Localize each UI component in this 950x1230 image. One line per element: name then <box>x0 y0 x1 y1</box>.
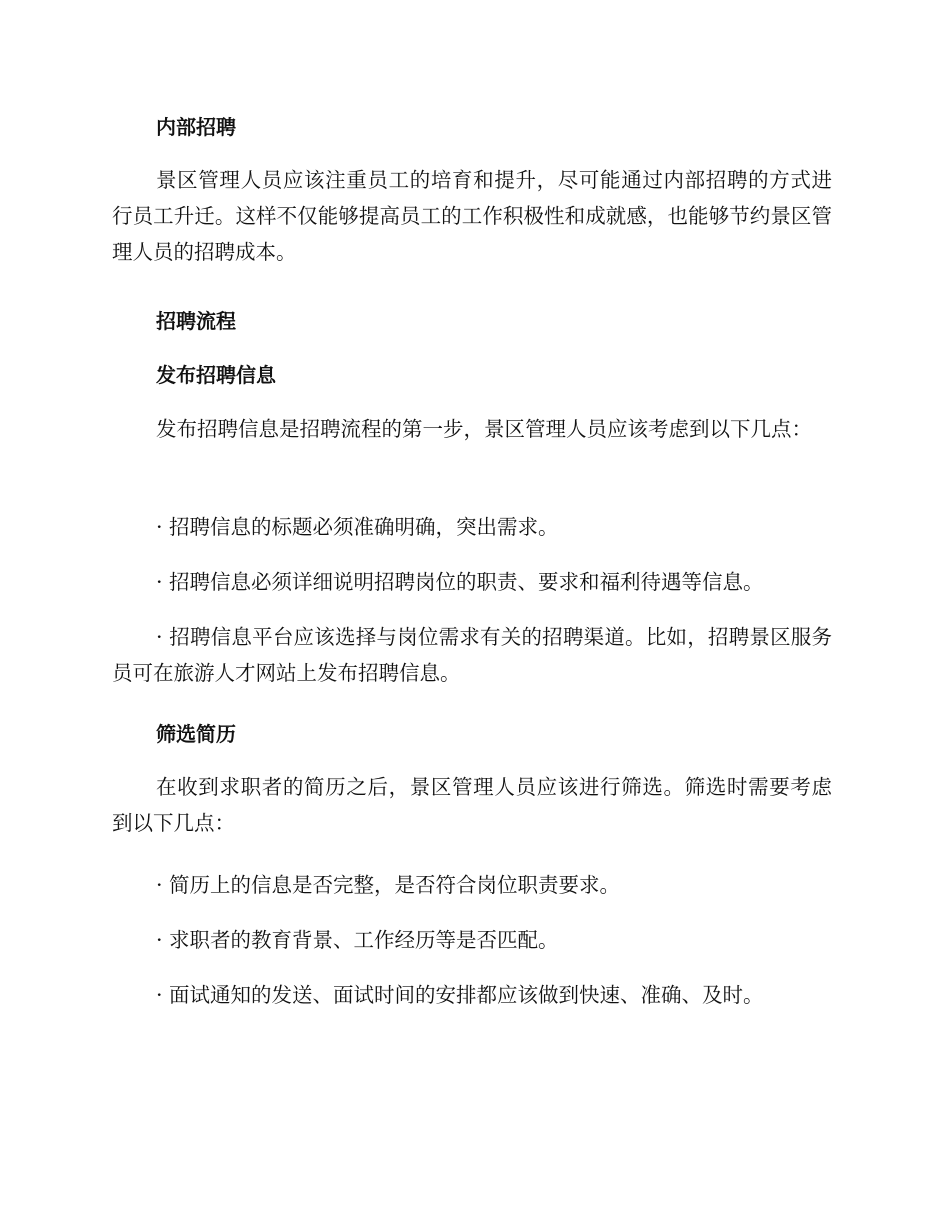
heading-internal-recruitment: 内部招聘 <box>156 115 236 139</box>
bullet-screen-3: · 面试通知的发送、面试时间的安排都应该做到快速、准确、及时。 <box>156 983 764 1007</box>
paragraph-internal-recruitment: 景区管理人员应该注重员工的培育和提升，尽可能通过内部招聘的方式进行员工升迁。这样不仅能够提高员工的工作积极性和成就感，也能够节约景区管理人员的招聘成本。 <box>112 168 832 264</box>
bullet-publish-2: · 招聘信息必须详细说明招聘岗位的职责、要求和福利待遇等信息。 <box>156 570 764 594</box>
bullet-screen-2: · 求职者的教育背景、工作经历等是否匹配。 <box>156 928 559 952</box>
heading-recruitment-process: 招聘流程 <box>156 309 236 333</box>
heading-screen-resumes: 筛选简历 <box>156 722 236 746</box>
bullet-screen-1: · 简历上的信息是否完整，是否符合岗位职责要求。 <box>156 873 621 897</box>
bullet-publish-3: · 招聘信息平台应该选择与岗位需求有关的招聘渠道。比如，招聘景区服务员可在旅游人才网站上发布招聘信息。 <box>112 625 832 685</box>
paragraph-screen-resumes: 在收到求职者的简历之后，景区管理人员应该进行筛选。筛选时需要考虑到以下几点： <box>112 775 832 835</box>
paragraph-publish-recruitment-info: 发布招聘信息是招聘流程的第一步，景区管理人员应该考虑到以下几点： <box>156 417 812 441</box>
bullet-publish-1: · 招聘信息的标题必须准确明确，突出需求。 <box>156 515 559 539</box>
heading-publish-recruitment-info: 发布招聘信息 <box>156 363 276 387</box>
